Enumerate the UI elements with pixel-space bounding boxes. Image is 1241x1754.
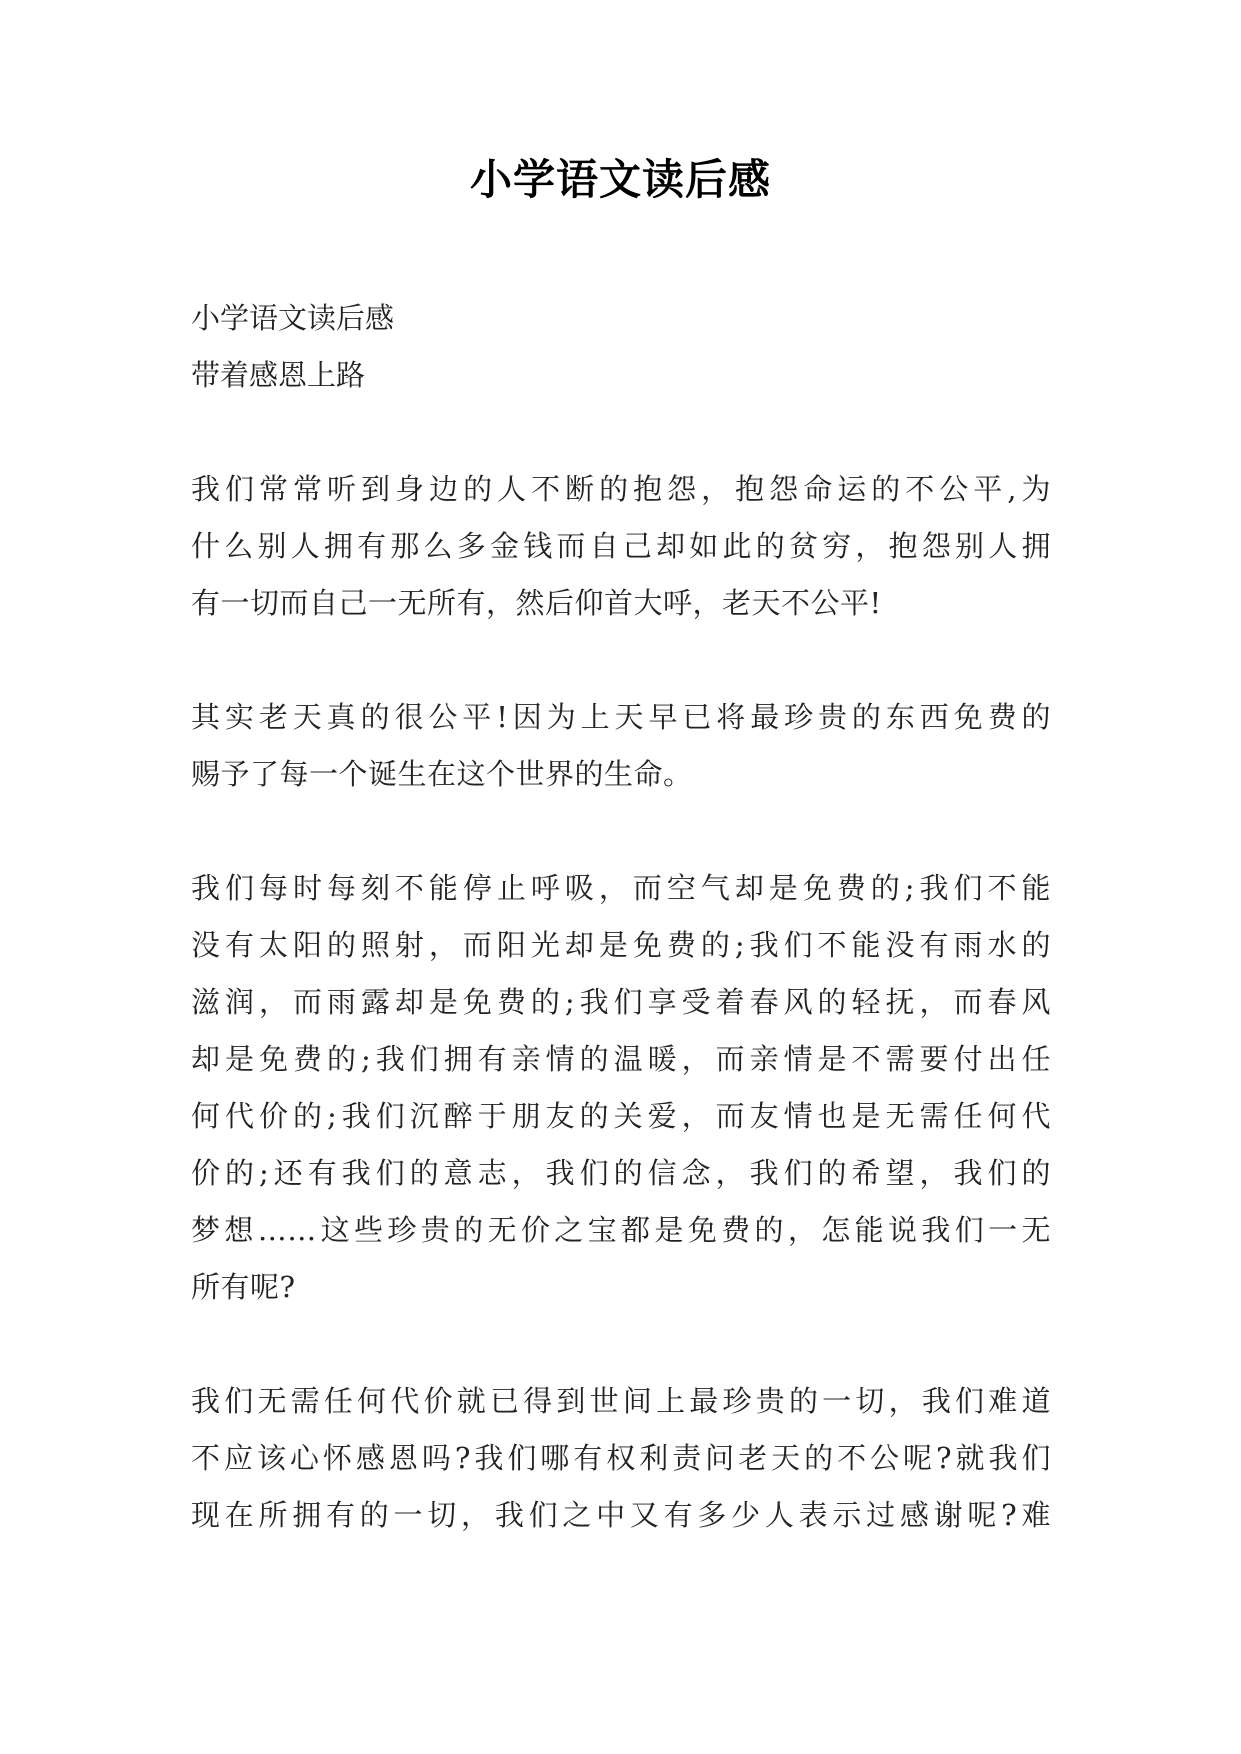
paragraph	[191, 1373, 1051, 1544]
paragraph-gap	[191, 632, 1051, 689]
paragraph	[191, 461, 1051, 632]
text-line: 不应该心怀感恩吗?我们哪有权利责问老天的不公呢?就我们	[191, 1441, 1051, 1475]
text-line: 有一切而自己一无所有，然后仰首大呼，老天不公平!	[191, 586, 882, 620]
text-line: 何代价的;我们沉醉于朋友的关爱，而友情也是无需任何代	[191, 1099, 1051, 1133]
text-line: 滋润，而雨露却是免费的;我们享受着春风的轻抚，而春风	[191, 985, 1051, 1019]
text-line: 梦想……这些珍贵的无价之宝都是免费的，怎能说我们一无	[191, 1213, 1051, 1247]
paragraph-gap	[191, 803, 1051, 860]
text-line: 价的;还有我们的意志，我们的信念，我们的希望，我们的	[191, 1156, 1051, 1190]
paragraph-gap	[191, 404, 1051, 461]
text-line: 所有呢?	[191, 1270, 296, 1304]
paragraph	[191, 689, 1051, 803]
text-line: 没有太阳的照射，而阳光却是免费的;我们不能没有雨水的	[191, 928, 1051, 962]
subtitle-line: 小学语文读后感	[191, 301, 395, 335]
text-line: 其实老天真的很公平!因为上天早已将最珍贵的东西免费的	[191, 700, 1051, 734]
paragraph	[191, 860, 1051, 1316]
text-line: 我们每时每刻不能停止呼吸，而空气却是免费的;我们不能	[191, 871, 1051, 905]
paragraph-gap	[191, 1316, 1051, 1373]
text-line: 现在所拥有的一切，我们之中又有多少人表示过感谢呢?难	[191, 1498, 1051, 1532]
document-title: 小学语文读后感	[469, 155, 771, 204]
text-line: 我们常常听到身边的人不断的抱怨，抱怨命运的不公平,为	[191, 472, 1051, 506]
text-line: 什么别人拥有那么多金钱而自己却如此的贫穷，抱怨别人拥	[191, 529, 1051, 563]
text-line: 赐予了每一个诞生在这个世界的生命。	[191, 757, 693, 791]
document-body	[191, 290, 1051, 1544]
subtitle-line: 带着感恩上路	[191, 358, 366, 392]
text-line: 我们无需任何代价就已得到世间上最珍贵的一切，我们难道	[191, 1384, 1051, 1418]
text-line: 却是免费的;我们拥有亲情的温暖，而亲情是不需要付出任	[191, 1042, 1051, 1076]
